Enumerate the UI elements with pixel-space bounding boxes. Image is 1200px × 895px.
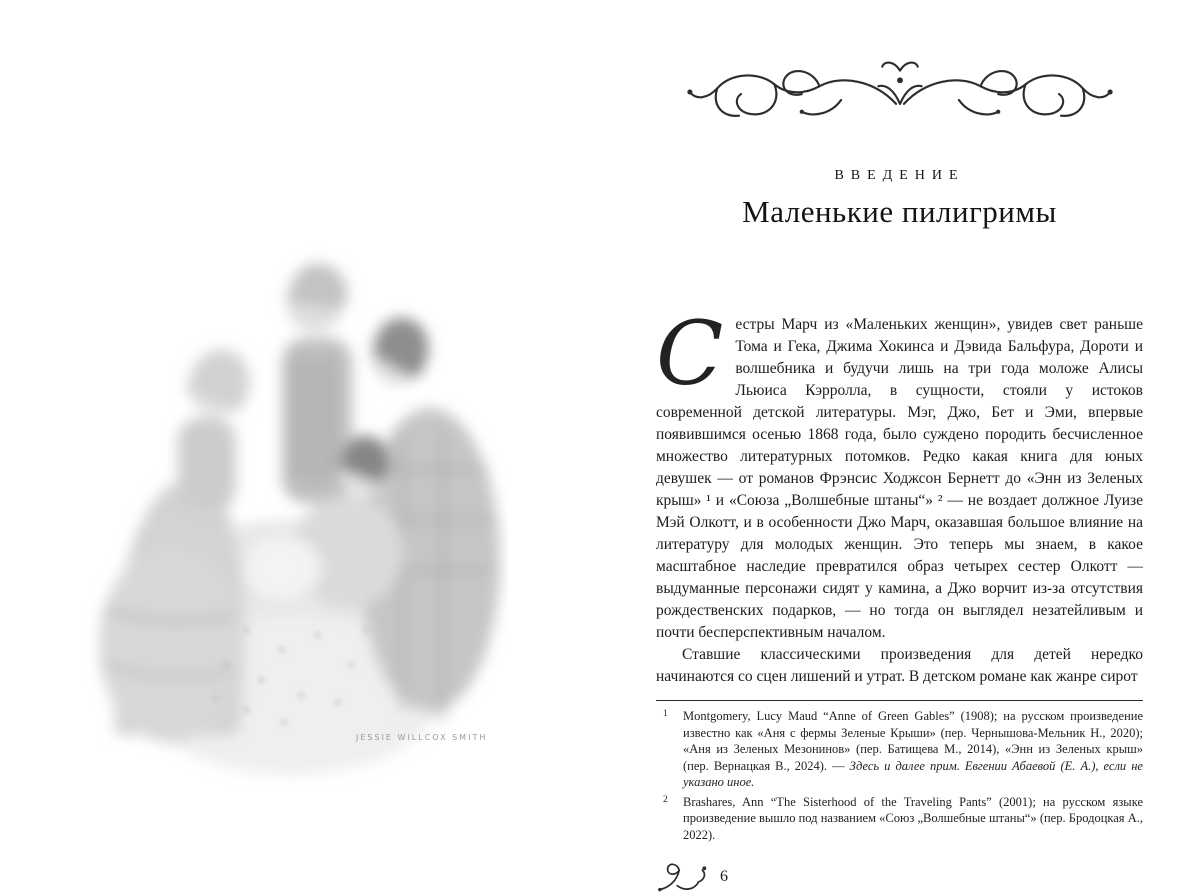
- right-page: [656, 56, 1143, 895]
- footnote-1-text: Montgomery, Lucy Maud “Anne of Green Gables” (1908); на русском произведение известно как «Аня с фермы Зеленые Крыши» (пер. Чернышова-Мельник Н., 2020); «Аня из Зеленых Мезонинов» (пер. Батищева М., 2014), «Энн из Зеленых крыш» (пер. Вернацкая В., 2024). —: [683, 709, 1143, 773]
- header-flourish-icon: [684, 56, 1116, 140]
- footnote-2: [656, 794, 1143, 844]
- footnote-1: [656, 708, 1143, 791]
- artist-signature: JESSIE WILLCOX SMITH: [356, 733, 488, 742]
- footnote-1-marker: 1: [663, 709, 668, 719]
- page-number: 6: [720, 868, 728, 885]
- section-kicker: ВВЕДЕНИЕ: [834, 168, 965, 183]
- page-footer: [656, 859, 1143, 895]
- paragraph-2: Ставшие классическими произведения для детей нередко начинаются со сцен лишений и утрат. В детском романе как жанре сирот: [656, 646, 1143, 685]
- footnote-2-text: Brashares, Ann “The Sisterhood of the Traveling Pants” (2001); на русском языке произведение вышло под названием «Союз „Волшебные штаны“» (пер. Бродоцкая А., 2022).: [683, 794, 1143, 842]
- chapter-title: Маленькие пилигримы: [742, 194, 1057, 229]
- illustration: [46, 90, 508, 792]
- footnote-2-marker: 2: [663, 794, 668, 805]
- footnote-1-italic-note: Здесь и далее прим. Евгении Абаевой (Е. А.), если не указано иное.: [683, 758, 1143, 789]
- paragraph-1: [656, 302, 1143, 644]
- four-sisters-illustration-icon: [46, 90, 508, 792]
- paragraph-1-text: естры Марч из «Маленьких женщин», увидев свет раньше Тома и Гека, Джима Хокинса и Дэвида Бальфура, Дороти и волшебника и будучи лишь на три года моложе Алисы Льюиса Кэрролла, в сущности, стояли у истоков современной детской литературы. Мэг, Джо, Бет и Эми, впервые появившимся осенью 1868 года, было суждено породить бесчисленное множество литературных потомков. Редко какая книга для юных девушек — от романов Фрэнсис Ходжсон Бернетт до «Энн из Зеленых крыш» ¹ и «Союза „Волшебные штаны“» ² — не воздает должное Луизе Мэй Олкотт, и в особенности Джо Марч, оказавшая большое влияние на литературу для молодых женщин. Это теперь мы знаем, в какое масштабное наследие превратился образ четырех сестер Олкотт — выдуманные персонажи сидят у камина, а Джо ворчит из-за отсутствия рождественских подарков, — но тогда он выглядел незатейливым и почти бесперспективным началом.: [656, 316, 1143, 641]
- drop-cap: С: [656, 302, 724, 405]
- body-text: [656, 302, 1143, 688]
- footer-flourish-icon: [656, 859, 714, 895]
- footnote-separator: [656, 700, 1143, 701]
